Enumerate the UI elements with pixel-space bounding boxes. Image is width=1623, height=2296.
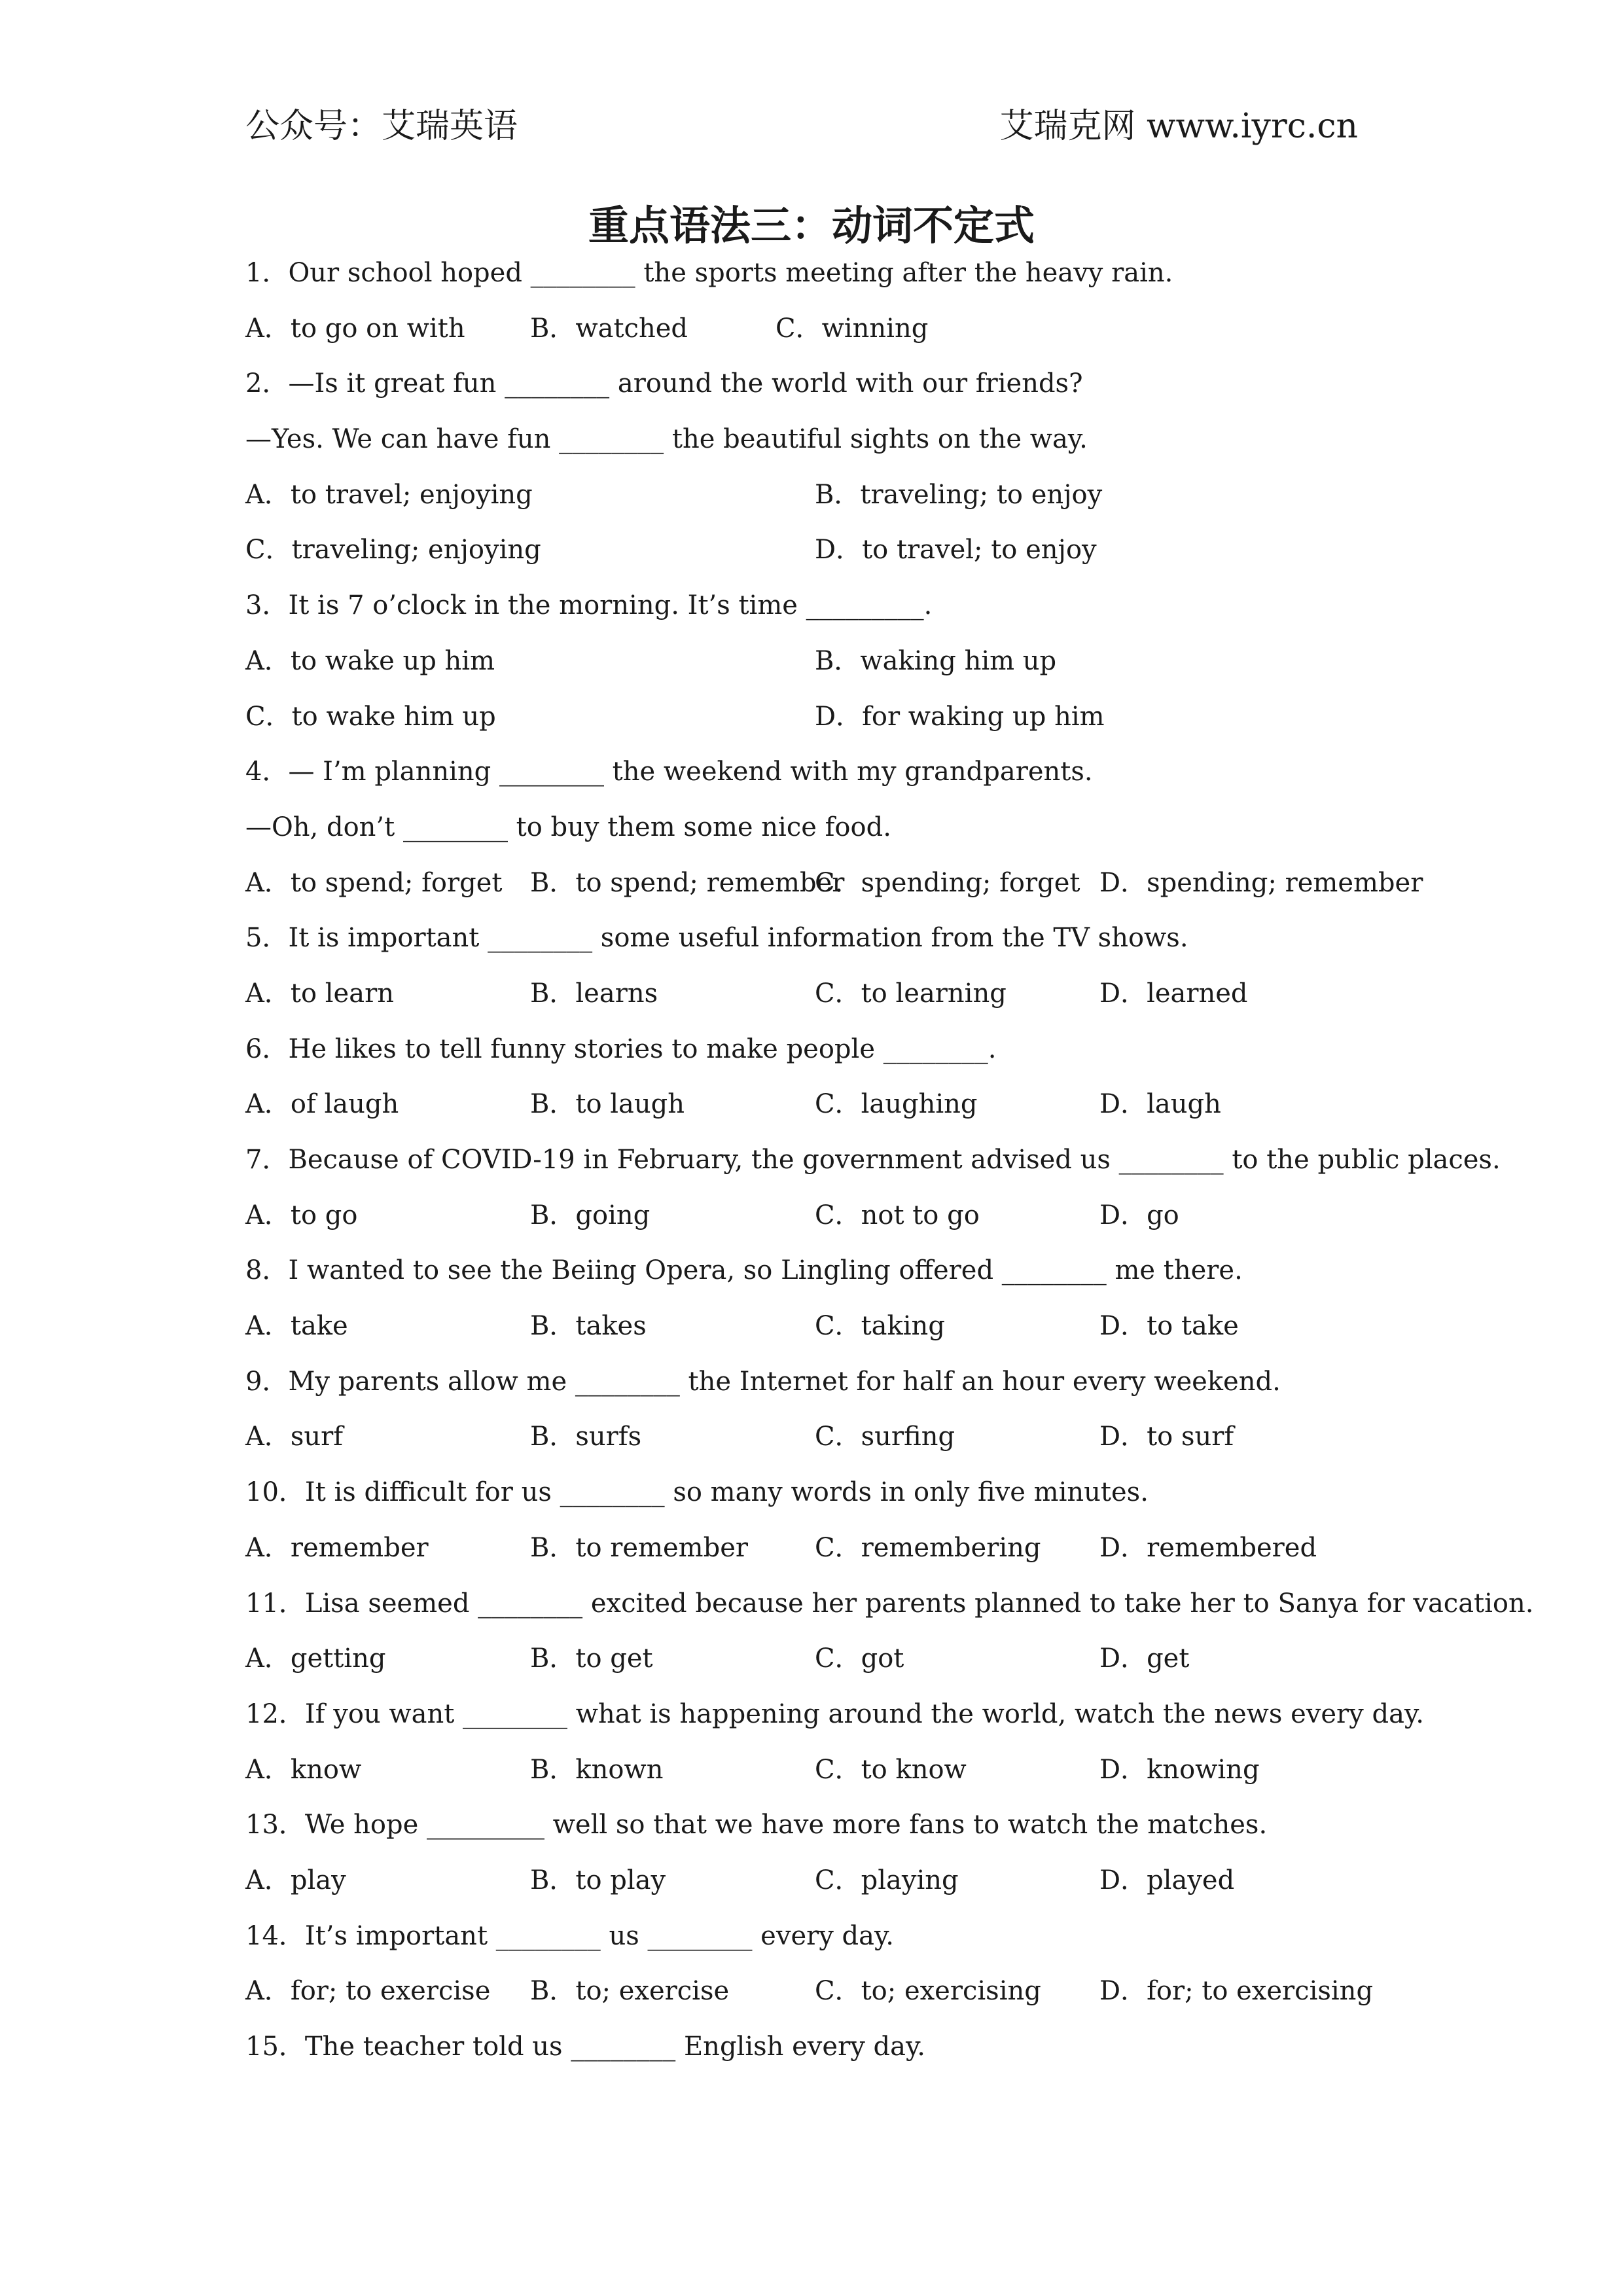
answer-option[interactable]: A．to go xyxy=(245,1200,358,1230)
question-stem: 6．He likes to tell funny stories to make people ________. xyxy=(245,1033,997,1064)
answer-option[interactable]: A．surf xyxy=(245,1422,344,1452)
answer-option[interactable]: B．to; exercise xyxy=(530,1976,730,2007)
question-stem: 8．I wanted to see the Beiing Opera, so Lingling offered ________ me there. xyxy=(245,1255,1243,1286)
question-stem: 2．—Is it great fun ________ around the world with our friends? xyxy=(245,368,1083,399)
answer-option[interactable]: D．get xyxy=(1099,1643,1190,1674)
answer-option[interactable]: C．surfing xyxy=(815,1422,955,1452)
question-list xyxy=(245,245,1534,2075)
answer-option[interactable]: B．learns xyxy=(530,978,658,1009)
answer-option[interactable]: D．knowing xyxy=(1099,1754,1260,1785)
question-stem: 12．If you want ________ what is happening around the world, watch the news every day. xyxy=(245,1698,1424,1729)
answer-option[interactable]: B．to get xyxy=(530,1643,653,1674)
options-row xyxy=(245,689,1436,745)
page-title: 重点语法三：动词不定式 xyxy=(588,202,1035,249)
options-row xyxy=(245,1631,1436,1687)
answer-option[interactable]: A．take xyxy=(245,1311,348,1342)
answer-option[interactable]: C．to learning xyxy=(815,978,1007,1009)
page-header xyxy=(245,98,1358,151)
answer-option[interactable]: C．not to go xyxy=(815,1200,980,1230)
answer-option[interactable]: C．laughing xyxy=(815,1089,978,1120)
answer-option[interactable]: B．surfs xyxy=(530,1422,642,1452)
options-row xyxy=(245,634,1436,689)
answer-option[interactable]: C．to know xyxy=(815,1754,967,1785)
answer-option[interactable]: A．know xyxy=(245,1754,362,1785)
answer-option[interactable]: A．to travel; enjoying xyxy=(245,479,533,510)
question-stem: 11．Lisa seemed ________ excited because her parents planned to take her to Sanya for vacation. xyxy=(245,1588,1534,1619)
header-website: 艾瑞克网 www.iyrc.cn xyxy=(999,107,1358,146)
question-stem: 10．It is difficult for us ________ so many words in only five minutes. xyxy=(245,1477,1149,1508)
answer-option[interactable]: B．to spend; remember xyxy=(530,867,845,898)
options-row xyxy=(245,301,1436,357)
question-stem: 3．It is 7 o’clock in the morning. It’s time _________. xyxy=(245,590,933,621)
question-stem: 4．— I’m planning ________ the weekend with my grandparents. xyxy=(245,757,1093,787)
options-row xyxy=(245,966,1436,1022)
answer-option[interactable]: B．takes xyxy=(530,1311,647,1342)
answer-option[interactable]: D．to surf xyxy=(1099,1422,1234,1452)
answer-option[interactable]: C．traveling; enjoying xyxy=(245,535,541,565)
answer-option[interactable]: D．go xyxy=(1099,1200,1179,1230)
answer-option[interactable]: C．remembering xyxy=(815,1532,1041,1563)
question-stem: 7．Because of COVID-19 in February, the government advised us ________ to the public places. xyxy=(245,1145,1501,1175)
question-stem: 14．It’s important ________ us ________ every day. xyxy=(245,1920,894,1951)
answer-option[interactable]: A．of laugh xyxy=(245,1089,399,1120)
answer-option[interactable]: D．played xyxy=(1099,1865,1235,1895)
answer-option[interactable]: A．to spend; forget xyxy=(245,867,503,898)
answer-option[interactable]: D．remembered xyxy=(1099,1532,1317,1563)
answer-option[interactable]: B．going xyxy=(530,1200,651,1230)
answer-option[interactable]: A．to go on with xyxy=(245,313,465,344)
answer-option[interactable]: A．play xyxy=(245,1865,346,1895)
options-row xyxy=(245,1520,1436,1576)
answer-option[interactable]: C．winning xyxy=(776,313,929,344)
question-stem: 15．The teacher told us ________ English every day. xyxy=(245,2032,925,2062)
question-reply: —Oh, don’t ________ to buy them some nice food. xyxy=(245,812,891,842)
answer-option[interactable]: B．to play xyxy=(530,1865,666,1895)
answer-option[interactable]: B．waking him up xyxy=(815,645,1057,676)
answer-option[interactable]: D．to take xyxy=(1099,1311,1239,1342)
answer-option[interactable]: D．spending; remember xyxy=(1099,867,1423,898)
options-row xyxy=(245,467,1436,523)
answer-option[interactable]: C．spending; forget xyxy=(815,867,1080,898)
question-stem: 9．My parents allow me ________ the Internet for half an hour every weekend. xyxy=(245,1366,1281,1397)
answer-option[interactable]: C．taking xyxy=(815,1311,945,1342)
question-reply: —Yes. We can have fun ________ the beautiful sights on the way. xyxy=(245,424,1088,455)
answer-option[interactable]: B．watched xyxy=(530,313,688,344)
options-row xyxy=(245,1964,1436,2019)
answer-option[interactable]: C．got xyxy=(815,1643,904,1674)
answer-option[interactable]: C．to; exercising xyxy=(815,1976,1041,2007)
options-row xyxy=(245,855,1436,911)
options-row xyxy=(245,1188,1436,1244)
options-row xyxy=(245,1853,1436,1909)
options-row xyxy=(245,522,1436,578)
answer-option[interactable]: D．laugh xyxy=(1099,1089,1221,1120)
answer-option[interactable]: B．traveling; to enjoy xyxy=(815,479,1103,510)
answer-option[interactable]: C．to wake him up xyxy=(245,701,496,732)
answer-option[interactable]: D．learned xyxy=(1099,978,1248,1009)
answer-option[interactable]: B．known xyxy=(530,1754,664,1785)
question-stem: 13．We hope _________ well so that we have more fans to watch the matches. xyxy=(245,1810,1268,1840)
answer-option[interactable]: D．for waking up him xyxy=(815,701,1105,732)
question-stem: 5．It is important ________ some useful information from the TV shows. xyxy=(245,923,1188,954)
answer-option[interactable]: A．to wake up him xyxy=(245,645,495,676)
options-row xyxy=(245,1742,1436,1798)
answer-option[interactable]: B．to remember xyxy=(530,1532,748,1563)
header-wechat-account: 公众号：艾瑞英语 xyxy=(245,107,518,146)
options-row xyxy=(245,1299,1436,1354)
answer-option[interactable]: B．to laugh xyxy=(530,1089,685,1120)
answer-option[interactable]: D．for; to exercising xyxy=(1099,1976,1374,2007)
answer-option[interactable]: A．getting xyxy=(245,1643,386,1674)
options-row xyxy=(245,1409,1436,1465)
answer-option[interactable]: D．to travel; to enjoy xyxy=(815,535,1097,565)
question-stem: 1．Our school hoped ________ the sports meeting after the heavy rain. xyxy=(245,258,1173,288)
answer-option[interactable]: C．playing xyxy=(815,1865,959,1895)
options-row xyxy=(245,1077,1436,1132)
answer-option[interactable]: A．for; to exercise xyxy=(245,1976,491,2007)
answer-option[interactable]: A．to learn xyxy=(245,978,394,1009)
answer-option[interactable]: A．remember xyxy=(245,1532,429,1563)
